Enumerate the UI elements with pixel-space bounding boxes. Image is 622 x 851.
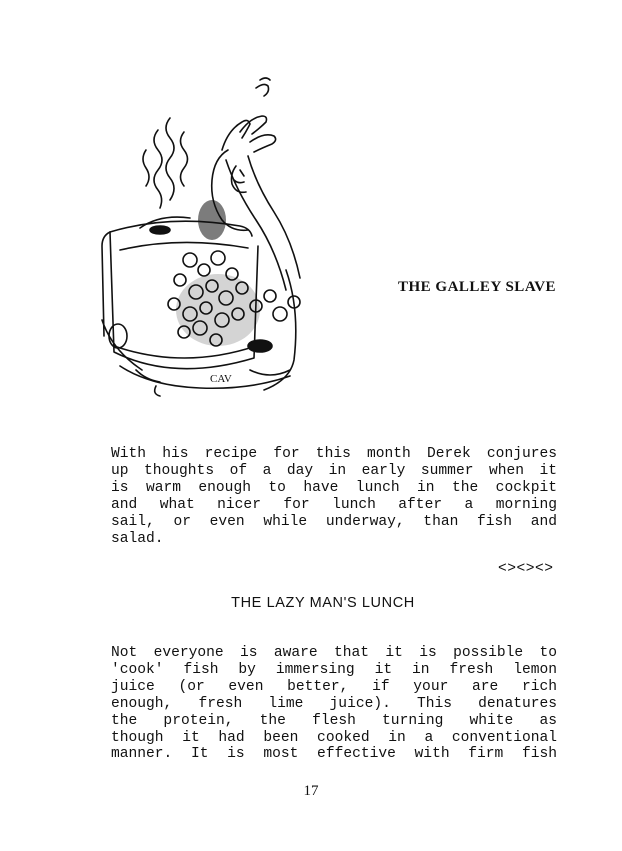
- intro-line: With his recipe for this month Derek conjures: [111, 446, 557, 462]
- recipe-line: enough, fresh lime juice). This denatures: [111, 695, 557, 712]
- intro-line: sail, or even while underway, than fish and: [111, 513, 557, 530]
- intro-line: is warm enough to have lunch in the cockpit: [111, 479, 557, 496]
- intro-line: salad.: [111, 530, 164, 547]
- recipe-line: 'cook' fish by immersing it in fresh lemon: [111, 661, 557, 678]
- recipe-line: the protein, the flesh turning white as: [111, 712, 557, 729]
- article-title: THE GALLEY SLAVE: [398, 279, 557, 295]
- recipe-paragraph: [111, 645, 557, 763]
- artist-signature: CAV: [210, 373, 232, 385]
- recipe-line: though it had been cooked in a conventional: [111, 729, 557, 746]
- intro-paragraph: [111, 446, 557, 547]
- recipe-line: manner. It is most effective with firm fish: [111, 746, 557, 763]
- recipe-title: THE LAZY MAN'S LUNCH: [231, 595, 415, 611]
- page-number: 17: [303, 783, 319, 799]
- section-divider: <><><>: [498, 561, 554, 577]
- recipe-line: Not everyone is aware that it is possible to: [111, 645, 557, 661]
- intro-line: up thoughts of a day in early summer when it: [111, 462, 557, 479]
- galley-cook-illustration: [100, 70, 315, 400]
- intro-line: and what nicer for lunch after a morning: [111, 496, 557, 513]
- recipe-line: juice (or even better, if your are rich: [111, 678, 557, 695]
